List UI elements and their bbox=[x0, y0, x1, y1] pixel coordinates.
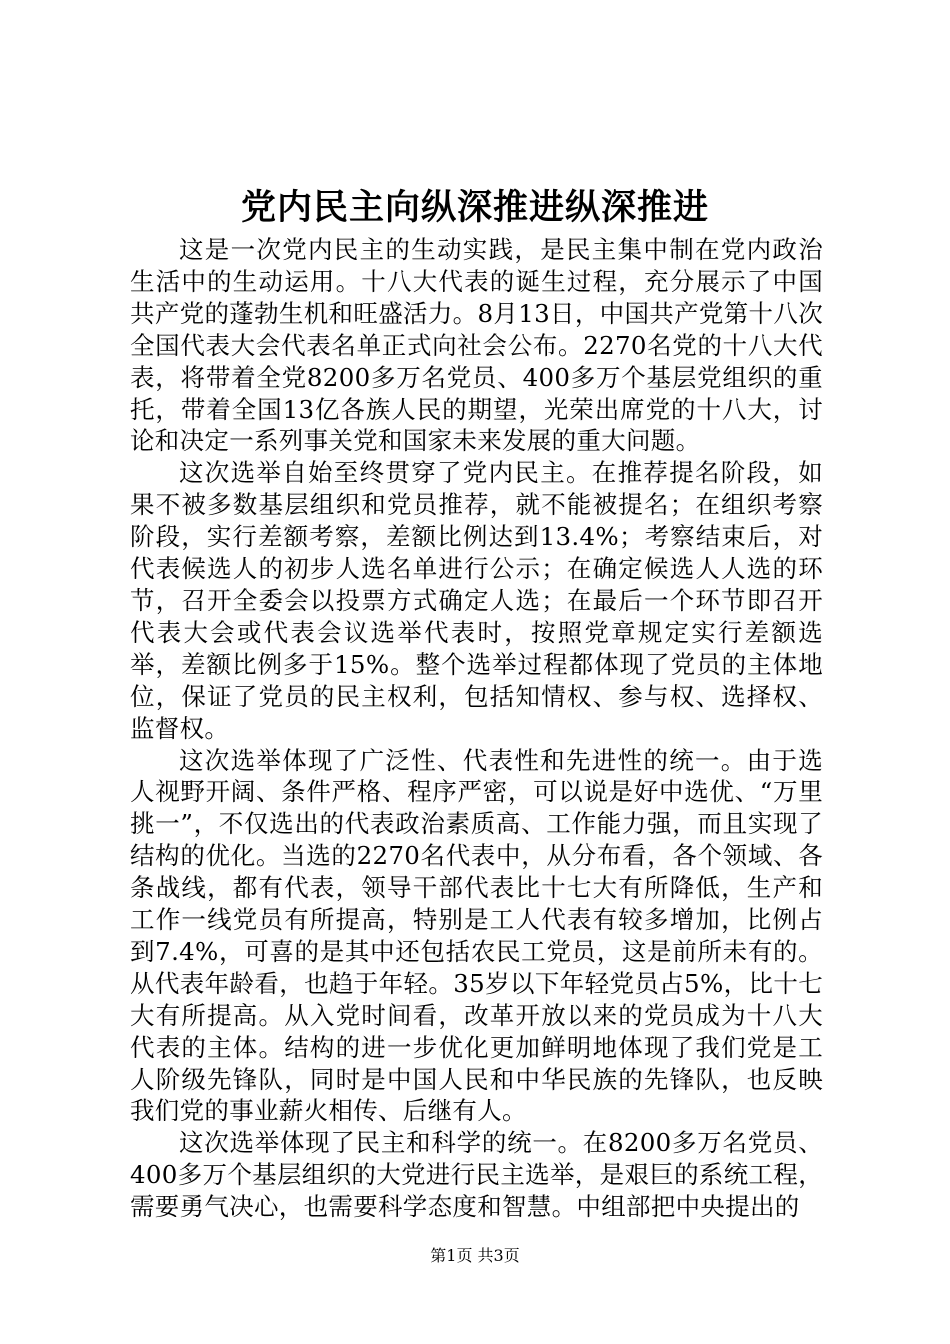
paragraph-3: 这次选举体现了广泛性、代表性和先进性的统一。由于选人视野开阔、条件严格、程序严密，可以说是好中选优、“万里挑一”，不仅选出的代表政治素质高、工作能力强，而且实现了结构的优化。当选的2270名代表中，从分布看，各个领域、各条战线，都有代表，领导干部代表比十七大有所降低，生产和工作一线党员有所提高，特别是工人代表有较多增加，比例占到7.4%，可喜的是其中还包括农民工党员，这是前所未有的。从代表年龄看，也趋于年轻。35岁以下年轻党员占5%，比十七大有所提高。从入党时间看，改革开放以来的党员成为十八大代表的主体。结构的进一步优化更加鲜明地体现了我们党是工人阶级先锋队，同时是中国人民和中华民族的先锋队，也反映我们党的事业薪火相传、后继有人。 bbox=[130, 745, 824, 1126]
document-body bbox=[130, 234, 823, 1223]
page-footer: 第1页 共3页 bbox=[430, 1246, 520, 1265]
paragraph-1: 这是一次党内民主的生动实践，是民主集中制在党内政治生活中的生动运用。十八大代表的诞生过程，充分展示了中国共产党的蓬勃生机和旺盛活力。8月13日，中国共产党第十八次全国代表大会代表名单正式向社会公布。2270名党的十八大代表，将带着全党8200多万名党员、400多万个基层党组织的重托，带着全国13亿各族人民的期望，光荣出席党的十八大，讨论和决定一系列事关党和国家未来发展的重大问题。 bbox=[130, 235, 823, 456]
document-title: 党内民主向纵深推进纵深推进 bbox=[240, 187, 709, 228]
paragraph-2: 这次选举自始至终贯穿了党内民主。在推荐提名阶段，如果不被多数基层组织和党员推荐，就不能被提名；在组织考察阶段，实行差额考察，差额比例达到13.4%；考察结束后，对代表候选人的初步人选名单进行公示；在确定候选人人选的环节，召开全委会以投票方式确定人选；在最后一个环节即召开代表大会或代表会议选举代表时，按照党章规定实行差额选举，差额比例多于15%。整个选举过程都体现了党员的主体地位，保证了党员的民主权利，包括知情权、参与权、选择权、监督权。 bbox=[130, 458, 823, 743]
paragraph-4: 这次选举体现了民主和科学的统一。在8200多万名党员、400多万个基层组织的大党进行民主选举，是艰巨的系统工程，需要勇气决心，也需要科学态度和智慧。中组部把中央提出的 bbox=[130, 1128, 823, 1222]
